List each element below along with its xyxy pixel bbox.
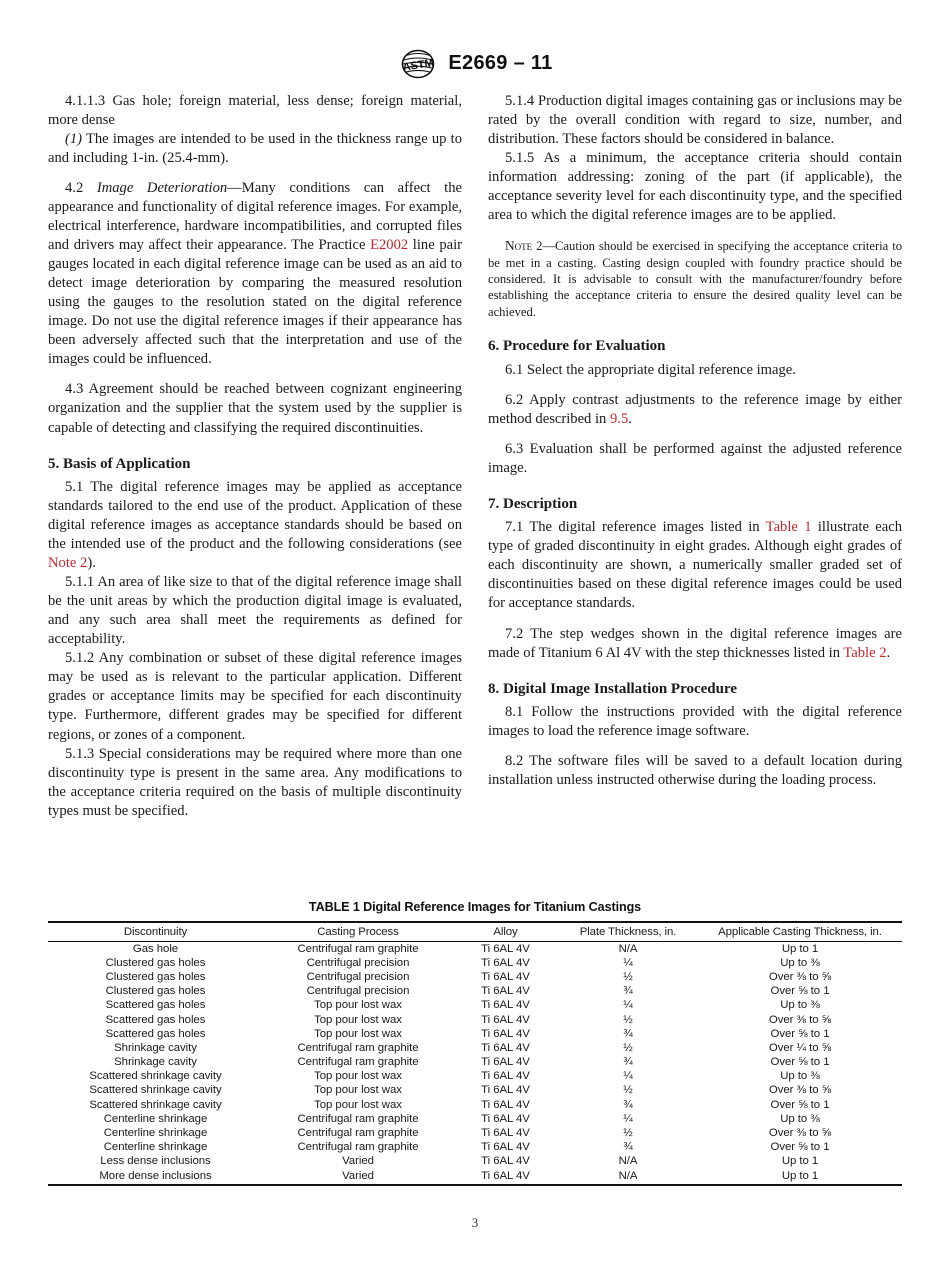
paragraph-5-1-1-text: 5.1.1 An area of like size to that of the digital reference image shall be the unit areas by which the production digital image is evaluated, and any such area shall meet the requirements as defined for acceptability. xyxy=(48,574,462,648)
cell-discontinuity: Scattered gas holes xyxy=(105,1013,206,1026)
paragraph-4-2-text-part1: —Many conditions can affect the appearance and functionality of digital reference images. For example, electrical interference, hardware incompatibilities, and corrupted files and drivers may affect their appearance. The Practice xyxy=(48,180,462,254)
cell-applicable-casting-thickness: Over ⅜ to ⅝ xyxy=(768,1084,832,1097)
cell-applicable-casting-thickness: Up to 1 xyxy=(781,942,819,955)
cell-applicable-casting-thickness: Over ⅜ to ⅝ xyxy=(768,1127,832,1140)
paragraph-8-2 xyxy=(488,752,902,790)
cell-applicable-casting-thickness: Up to ⅜ xyxy=(780,956,820,969)
cell-applicable-casting-thickness: Up to 1 xyxy=(781,1155,819,1168)
paragraph-5-1-4 xyxy=(488,92,902,149)
table-1-title: TABLE 1 Digital Reference Images for Titanium Castings xyxy=(308,900,642,914)
cell-alloy: Ti 6AL 4V xyxy=(481,1141,530,1154)
heading-section-5: 5. Basis of Application xyxy=(48,455,191,472)
cross-reference-e2002[interactable]: E2002 xyxy=(370,237,409,254)
note-2-block xyxy=(488,237,902,320)
cell-alloy: Ti 6AL 4V xyxy=(481,1027,530,1040)
cell-alloy: Ti 6AL 4V xyxy=(481,1112,530,1125)
cell-alloy: Ti 6AL 4V xyxy=(481,970,530,983)
column-header-alloy: Alloy xyxy=(453,922,558,941)
paragraph-7-2 xyxy=(488,625,902,663)
cell-casting-process: Centrifugal precision xyxy=(306,970,410,983)
cell-alloy: Ti 6AL 4V xyxy=(481,1056,530,1069)
table-row xyxy=(48,970,902,984)
cross-reference-note-2[interactable]: Note 2 xyxy=(48,555,88,572)
table-row xyxy=(48,998,902,1012)
heading-section-7: 7. Description xyxy=(488,495,578,512)
astm-logo-icon xyxy=(397,49,439,79)
paragraph-8-1 xyxy=(488,703,902,741)
table-1-container xyxy=(48,900,902,1186)
heading-section-8: 8. Digital Image Installation Procedure xyxy=(488,680,738,697)
table-row xyxy=(48,1112,902,1126)
table-header-row xyxy=(48,922,902,941)
paragraph-5-1-1 xyxy=(48,573,462,649)
paragraph-4-3 xyxy=(48,380,462,437)
table-1-body xyxy=(48,941,902,1185)
table-row xyxy=(48,1069,902,1083)
cell-plate-thickness: ½ xyxy=(623,970,633,983)
page-number: 3 xyxy=(471,1215,479,1230)
table-row xyxy=(48,941,902,956)
cell-casting-process: Centrifugal precision xyxy=(306,956,410,969)
table-row xyxy=(48,956,902,970)
paragraph-7-2-text-part1: 7.2 The step wedges shown in the digital reference images are made of Titanium 6 Al 4V with the step thicknesses listed in xyxy=(488,625,902,661)
cell-discontinuity: Centerline shrinkage xyxy=(103,1141,208,1154)
paragraph-4-2-number: 4.2 xyxy=(65,180,97,197)
table-row xyxy=(48,1169,902,1186)
cell-applicable-casting-thickness: Over ⅝ to 1 xyxy=(770,985,830,998)
cell-plate-thickness: ½ xyxy=(623,1013,633,1026)
cell-casting-process: Top pour lost wax xyxy=(314,999,402,1012)
cell-casting-process: Centrifugal ram graphite xyxy=(297,1141,419,1154)
cell-plate-thickness: ¼ xyxy=(623,1112,633,1125)
cell-alloy: Ti 6AL 4V xyxy=(481,1013,530,1026)
paragraph-5-1 xyxy=(48,478,462,573)
paragraph-5-1-2 xyxy=(48,649,462,744)
cell-casting-process: Top pour lost wax xyxy=(314,1027,402,1040)
table-row xyxy=(48,1027,902,1041)
paragraph-4-2-text-part2: line pair gauges located in each digital reference image can be used as an aid to detect image deterioration by comparing the measured resolution using the gauges to the resolution stated on the digital reference image. Do not use the digital reference images if their appearance has been adversely affected such that the interpretation and use of the images could be influenced. xyxy=(48,237,463,368)
svg-text:ASTM: ASTM xyxy=(402,57,435,74)
column-header-casting-process: Casting Process xyxy=(263,922,453,941)
cell-applicable-casting-thickness: Over ⅜ to ⅝ xyxy=(768,970,832,983)
cell-discontinuity: Clustered gas holes xyxy=(105,956,206,969)
paragraph-6-2-text-part2: . xyxy=(628,410,632,427)
paragraph-5-1-4-text: 5.1.4 Production digital images containing gas or inclusions may be rated by the overall condition with regard to size, number, and distribution. These factors should be considered in balance. xyxy=(488,93,902,148)
cell-discontinuity: Scattered gas holes xyxy=(105,999,206,1012)
subparagraph-marker: (1) xyxy=(65,131,83,148)
paragraph-6-1-text: 6.1 Select the appropriate digital reference image. xyxy=(505,361,796,378)
cell-plate-thickness: ¼ xyxy=(623,1070,633,1083)
table-row xyxy=(48,1055,902,1069)
cell-discontinuity: Shrinkage cavity xyxy=(114,1056,197,1069)
paragraph-5-1-2-text: 5.1.2 Any combination or subset of these digital reference images may be used as is relevant to the particular application. Different grades or acceptance limits may be specified for each discontinuity type. Furthermore, different grades may be specified for different regions, or zones of a component. xyxy=(48,650,462,743)
standard-designation: E2669 – 11 xyxy=(448,51,553,74)
cell-applicable-casting-thickness: Up to ⅜ xyxy=(780,1112,820,1125)
cell-casting-process: Centrifugal ram graphite xyxy=(297,942,419,955)
paragraph-4-2 xyxy=(48,179,462,369)
paragraph-4-3-text: 4.3 Agreement should be reached between cognizant engineering organization and the supplier that the system used by the supplier is capable of detecting and classifying the required discontinuities. xyxy=(48,381,462,436)
cell-alloy: Ti 6AL 4V xyxy=(481,1070,530,1083)
paragraph-4-1-1-3 xyxy=(48,92,462,130)
cell-plate-thickness: ½ xyxy=(623,1084,633,1097)
cell-plate-thickness: ¾ xyxy=(623,1098,633,1111)
cell-plate-thickness: ½ xyxy=(623,1041,633,1054)
cell-discontinuity: Scattered gas holes xyxy=(105,1027,206,1040)
table-1-header xyxy=(48,922,902,941)
table-row xyxy=(48,1140,902,1154)
table-row xyxy=(48,1012,902,1026)
cell-alloy: Ti 6AL 4V xyxy=(481,985,530,998)
paragraph-5-1-text-part2: ). xyxy=(87,555,96,572)
cell-applicable-casting-thickness: Over ⅝ to 1 xyxy=(770,1056,830,1069)
cell-applicable-casting-thickness: Over ⅝ to 1 xyxy=(770,1098,830,1111)
cell-casting-process: Top pour lost wax xyxy=(314,1070,402,1083)
paragraph-5-1-3 xyxy=(48,745,462,821)
cell-plate-thickness: N/A xyxy=(558,1169,698,1186)
paragraph-6-3 xyxy=(488,440,902,478)
cell-casting-process: Centrifugal ram graphite xyxy=(297,1112,419,1125)
table-row xyxy=(48,1154,902,1168)
note-label: Note xyxy=(505,238,533,254)
cell-alloy: Ti 6AL 4V xyxy=(481,1155,530,1168)
cell-applicable-casting-thickness: Up to 1 xyxy=(698,1169,902,1186)
paragraph-8-1-text: 8.1 Follow the instructions provided with the digital reference images to load the reference image software. xyxy=(488,704,902,740)
cell-plate-thickness: ½ xyxy=(623,1127,633,1140)
paragraph-6-1 xyxy=(488,361,902,380)
cell-casting-process: Top pour lost wax xyxy=(314,1013,402,1026)
cell-discontinuity: Shrinkage cavity xyxy=(114,1041,197,1054)
note-number: 2 xyxy=(532,239,543,254)
cell-casting-process: Top pour lost wax xyxy=(314,1084,402,1097)
cell-plate-thickness: ¾ xyxy=(623,1056,633,1069)
cell-alloy: Ti 6AL 4V xyxy=(481,1041,530,1054)
paragraph-5-1-5-text: 5.1.5 As a minimum, the acceptance criteria should contain information addressing: zoning of the part (if applicable), the acceptance severity level for each discontinuity type, and the specified area to which the digital reference images are to be applied. xyxy=(488,150,902,224)
table-1 xyxy=(48,921,902,1186)
cross-reference-table-1[interactable]: Table 1 xyxy=(765,519,812,536)
paragraph-5-1-5 xyxy=(488,149,902,225)
paragraph-4-1-1-3-1-text: The images are intended to be used in the thickness range up to and including 1-in. (25.4-mm). xyxy=(48,131,462,167)
cell-discontinuity: Scattered shrinkage cavity xyxy=(89,1084,222,1097)
cell-discontinuity: Scattered shrinkage cavity xyxy=(89,1070,222,1083)
cell-applicable-casting-thickness: Up to ⅜ xyxy=(780,999,820,1012)
cell-discontinuity: Scattered shrinkage cavity xyxy=(89,1098,222,1111)
column-header-applicable-casting-thickness: Applicable Casting Thickness, in. xyxy=(698,922,902,941)
paragraph-4-1-1-3-1 xyxy=(48,130,462,168)
paragraph-5-1-text-part1: 5.1 The digital reference images may be applied as acceptance standards tailored to the end use of the product. Application of these digital reference images as acceptance standards should be based on the intended use of the product and the following considerations (see xyxy=(48,479,462,553)
cell-alloy: Ti 6AL 4V xyxy=(453,1169,558,1186)
cell-alloy: Ti 6AL 4V xyxy=(481,956,530,969)
cell-applicable-casting-thickness: Over ⅜ to ⅝ xyxy=(768,1013,832,1026)
paragraph-5-1-3-text: 5.1.3 Special considerations may be required where more than one discontinuity type is present in the same area. Any modifications to the acceptance criteria required on the basis of multiple discontinuity types must be specified. xyxy=(48,745,462,819)
cell-discontinuity: Gas hole xyxy=(132,942,179,955)
paragraph-7-2-text-part2: . xyxy=(886,644,891,661)
cell-discontinuity: Clustered gas holes xyxy=(105,985,206,998)
paragraph-6-2 xyxy=(488,391,902,429)
table-row xyxy=(48,984,902,998)
cell-casting-process: Centrifugal precision xyxy=(306,985,410,998)
column-header-discontinuity: Discontinuity xyxy=(48,922,263,941)
table-row xyxy=(48,1083,902,1097)
cell-applicable-casting-thickness: Over ¼ to ⅝ xyxy=(768,1041,832,1054)
cell-applicable-casting-thickness: Over ⅝ to 1 xyxy=(770,1141,830,1154)
cell-discontinuity: Centerline shrinkage xyxy=(103,1127,208,1140)
cell-plate-thickness: N/A xyxy=(618,942,638,955)
cell-discontinuity: Clustered gas holes xyxy=(105,970,206,983)
cell-applicable-casting-thickness: Over ⅝ to 1 xyxy=(770,1027,830,1040)
left-text-column xyxy=(48,92,462,821)
table-row xyxy=(48,1041,902,1055)
cell-alloy: Ti 6AL 4V xyxy=(481,1098,530,1111)
cell-plate-thickness: ¼ xyxy=(623,999,633,1012)
paragraph-6-3-text: 6.3 Evaluation shall be performed against the adjusted reference image. xyxy=(488,440,902,476)
column-header-plate-thickness: Plate Thickness, in. xyxy=(558,922,698,941)
table-row xyxy=(48,1126,902,1140)
paragraph-4-1-1-3-text: 4.1.1.3 Gas hole; foreign material, less dense; foreign material, more dense xyxy=(48,93,462,129)
cell-casting-process: Varied xyxy=(263,1169,453,1186)
cell-discontinuity: Less dense inclusions xyxy=(100,1155,211,1168)
paragraph-7-1-text-part2: illustrate each type of graded discontinuity in eight grades. Although eight grades of each discontinuity are shown, a numerically smaller graded set of discontinuities based on these digital reference images could be used for acceptance standards. xyxy=(488,519,902,612)
cell-casting-process: Centrifugal ram graphite xyxy=(297,1127,419,1140)
page-header xyxy=(0,48,950,78)
cell-plate-thickness: ¾ xyxy=(623,1027,633,1040)
cell-plate-thickness: N/A xyxy=(618,1155,638,1168)
cell-discontinuity: Centerline shrinkage xyxy=(103,1112,208,1125)
cell-casting-process: Top pour lost wax xyxy=(314,1098,402,1111)
cell-alloy: Ti 6AL 4V xyxy=(481,1127,530,1140)
paragraph-7-1-text-part1: 7.1 The digital reference images listed in xyxy=(505,519,766,536)
cell-discontinuity: More dense inclusions xyxy=(48,1169,263,1186)
paragraph-6-2-text-part1: 6.2 Apply contrast adjustments to the reference image by either method described in xyxy=(488,391,902,427)
paragraph-4-2-term: Image Deterioration xyxy=(96,180,228,197)
table-row xyxy=(48,1098,902,1112)
right-text-column xyxy=(488,92,902,790)
cell-alloy: Ti 6AL 4V xyxy=(481,1084,530,1097)
paragraph-8-2-text: 8.2 The software files will be saved to a default location during installation unless instructed otherwise during the loading process. xyxy=(488,753,902,789)
cell-plate-thickness: ¼ xyxy=(623,956,633,969)
cell-alloy: Ti 6AL 4V xyxy=(481,942,530,955)
paragraph-7-1 xyxy=(488,518,902,613)
cross-reference-9-5[interactable]: 9.5 xyxy=(610,410,629,427)
note-2-text: —Caution should be exercised in specifying the acceptance criteria to be met in a casting. Casting design coupled with foundry practice should be considered. It is advisable to consult with the manufacturer/foundry before establishing the acceptance criteria to ensure the desired quality level can be achieved. xyxy=(488,239,903,319)
cell-plate-thickness: ¾ xyxy=(623,985,633,998)
cell-casting-process: Centrifugal ram graphite xyxy=(297,1056,419,1069)
heading-section-6: 6. Procedure for Evaluation xyxy=(488,338,666,355)
cell-plate-thickness: ¾ xyxy=(623,1141,633,1154)
cross-reference-table-2[interactable]: Table 2 xyxy=(843,644,887,661)
cell-casting-process: Centrifugal ram graphite xyxy=(297,1041,419,1054)
cell-casting-process: Varied xyxy=(342,1155,374,1168)
cell-alloy: Ti 6AL 4V xyxy=(481,999,530,1012)
cell-applicable-casting-thickness: Up to ⅜ xyxy=(780,1070,820,1083)
